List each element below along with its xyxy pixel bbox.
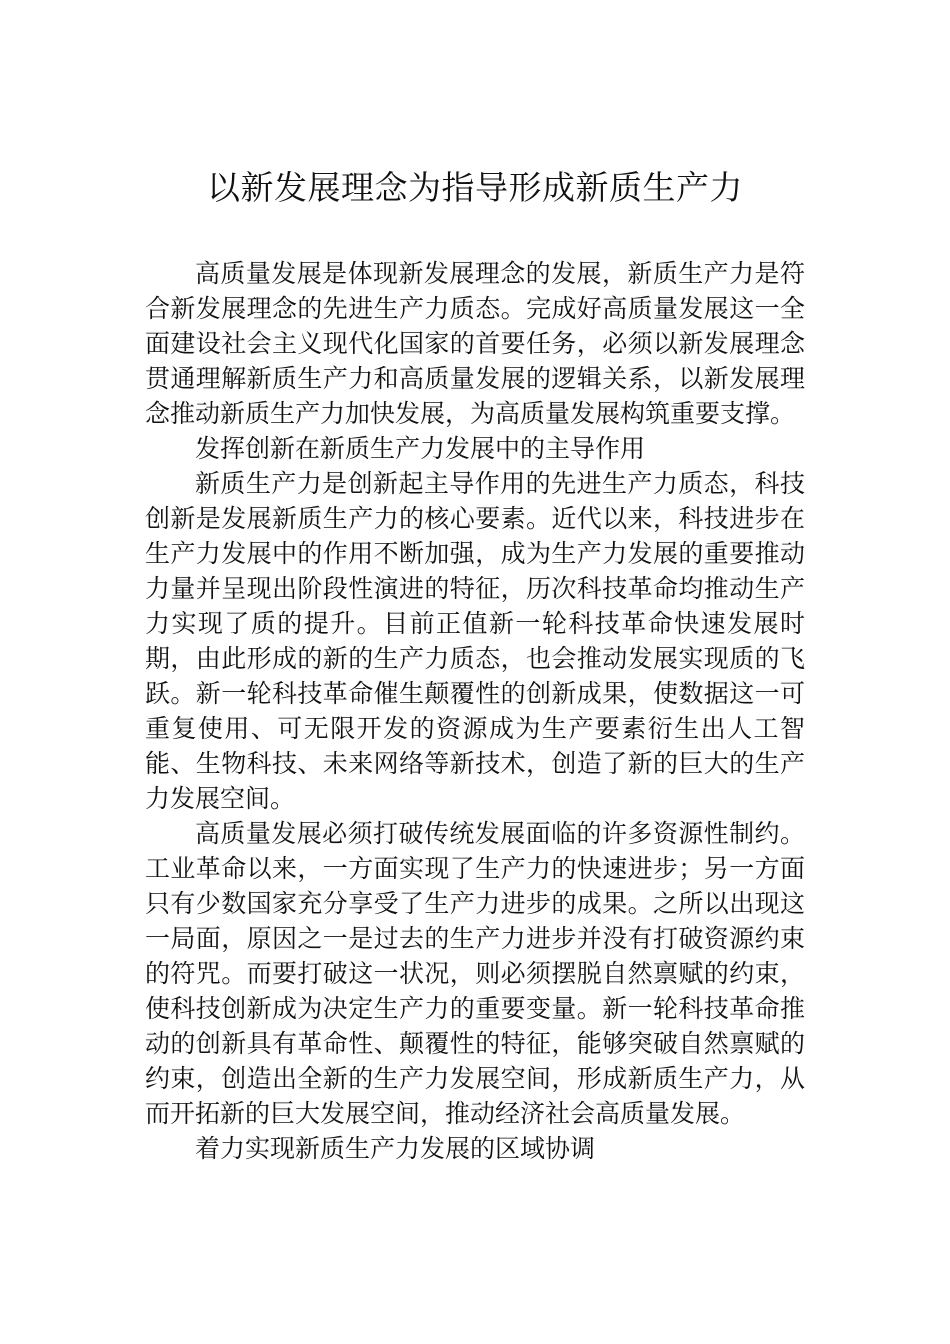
paragraph-innovation: 新质生产力是创新起主导作用的先进生产力质态，科技创新是发展新质生产力的核心要素。近代以来，科技进步在生产力发展中的作用不断加强，成为生产力发展的重要推动力量并呈现出阶段性演进的特征，历次科技革命均推动生产力实现了质的提升。目前正值新一轮科技革命快速发展时期，由此形成的新的生产力质态，也会推动发展实现质的飞跃。新一轮科技革命催生颠覆性的创新成果，使数据这一可重复使用、可无限开发的资源成为生产要素衍生出人工智能、生物科技、未来网络等新技术，创造了新的巨大的生产力发展空间。: [145, 469, 805, 813]
document-title: 以新发展理念为指导形成新质生产力: [207, 168, 743, 207]
paragraph-intro: 高质量发展是体现新发展理念的发展，新质生产力是符合新发展理念的先进生产力质态。完成好高质量发展这一全面建设社会主义现代化国家的首要任务，必须以新发展理念贯通理解新质生产力和高质量发展的逻辑关系，以新发展理念推动新质生产力加快发展，为高质量发展构筑重要支撑。: [145, 259, 805, 428]
section-heading-regional-coordination: 着力实现新质生产力发展的区域协调: [195, 1134, 596, 1163]
paragraph-high-quality-development: 高质量发展必须打破传统发展面临的许多资源性制约。工业革命以来，一方面实现了生产力的快速进步；另一方面只有少数国家充分享受了生产力进步的成果。之所以出现这一局面，原因之一是过去的生产力进步并没有打破资源约束的符咒。而要打破这一状况，则必须摆脱自然禀赋的约束，使科技创新成为决定生产力的重要变量。新一轮科技革命推动的创新具有革命性、颠覆性的特征，能够突破自然禀赋的约束，创造出全新的生产力发展空间，形成新质生产力，从而开拓新的巨大发展空间，推动经济社会高质量发展。: [145, 819, 805, 1128]
section-heading-innovation: 发挥创新在新质生产力发展中的主导作用: [195, 434, 646, 463]
document-body: [145, 256, 805, 1166]
